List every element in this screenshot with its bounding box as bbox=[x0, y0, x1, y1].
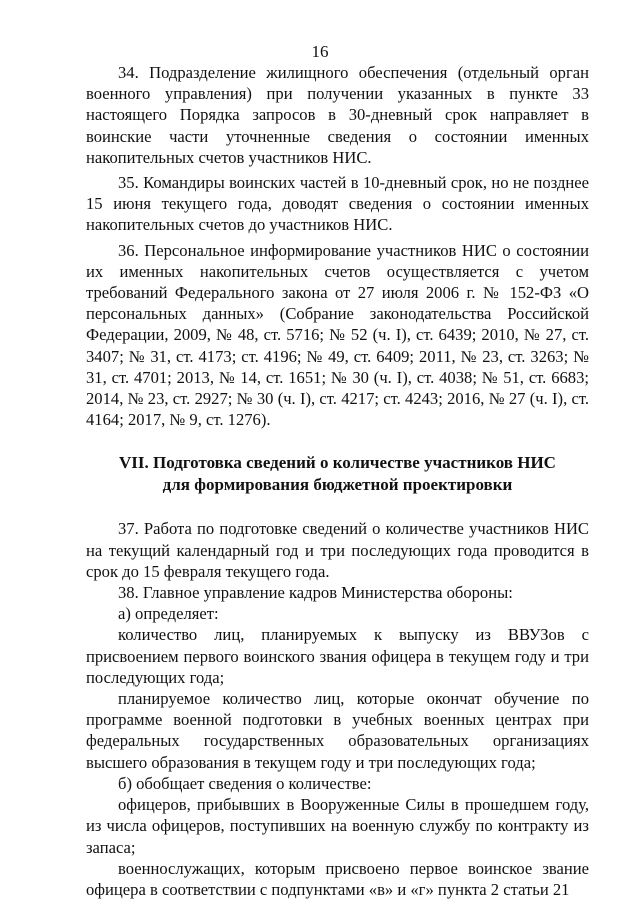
page-number: 16 bbox=[311, 42, 329, 61]
subitem-b-servicemen: военнослужащих, которым присвоено первое воинское звание офицера в соответствии с подпунктами «в» и «г» пункта 2 статьи 21 bbox=[86, 858, 589, 899]
document-body bbox=[86, 62, 589, 900]
paragraph-36: 36. Персональное информирование участников НИС о состоянии их именных накопительных счетов осуществляется с учетом требований Федерального закона от 27 июля 2006 г. № 152-ФЗ «О персональных данных» (Собрание законодательства Российской Федерации, 2009, № 48, ст. 5716; № 52 (ч. I), ст. 6439; 2010, № 27, ст. 3407; № 31, ст. 4173; ст. 4196; № 49, ст. 6409; 2011, № 23, ст. 3263; № 31, ст. 4701; 2013, № 14, ст. 1651; № 30 (ч. I), ст. 4038; № 51, ст. 6683; 2014, № 23, ст. 2927; № 30 (ч. I), ст. 4217; ст. 4243; 2016, № 27 (ч. I), ст. 4164; 2017, № 9, ст. 1276). bbox=[86, 240, 589, 430]
subitem-a: а) определяет: bbox=[118, 604, 219, 624]
paragraph-34: 34. Подразделение жилищного обеспечения (отдельный орган военного управления) при получении указанных в пункте 33 настоящего Порядка запросов в 30-дневный срок направляет в воинские части уточненные сведения о состоянии именных накопительных счетов участников НИС. bbox=[86, 63, 589, 167]
section-heading bbox=[86, 452, 589, 496]
paragraph-37: 37. Работа по подготовке сведений о количестве участников НИС на текущий календарный год и три последующих года проводится в срок до 15 февраля текущего года. bbox=[86, 519, 589, 581]
paragraph-38: 38. Главное управление кадров Министерства обороны: bbox=[118, 583, 513, 603]
section-heading-line-2: для формирования бюджетной проектировки bbox=[162, 475, 513, 495]
section-heading-line-1: VII. Подготовка сведений о количестве участников НИС bbox=[119, 453, 556, 473]
subitem-b-officers: офицеров, прибывших в Вооруженные Силы в прошедшем году, из числа офицеров, поступивших на военную службу по контракту из запаса; bbox=[86, 795, 589, 857]
paragraph-35: 35. Командиры воинских частей в 10-дневный срок, но не позднее 15 июня текущего года, доводят сведения о состоянии именных накопительных счетов до участников НИС. bbox=[86, 173, 589, 235]
subitem-a-training-centers: планируемое количество лиц, которые окончат обучение по программе военной подготовки в учебных военных центрах при федеральных государственных образовательных организациях высшего образования в текущем году и три последующих года; bbox=[86, 689, 589, 772]
subitem-a-graduates: количество лиц, планируемых к выпуску из ВВУЗов с присвоением первого воинского звания офицера в текущем году и три последующих года; bbox=[86, 625, 589, 687]
subitem-b: б) обобщает сведения о количестве: bbox=[118, 773, 372, 793]
